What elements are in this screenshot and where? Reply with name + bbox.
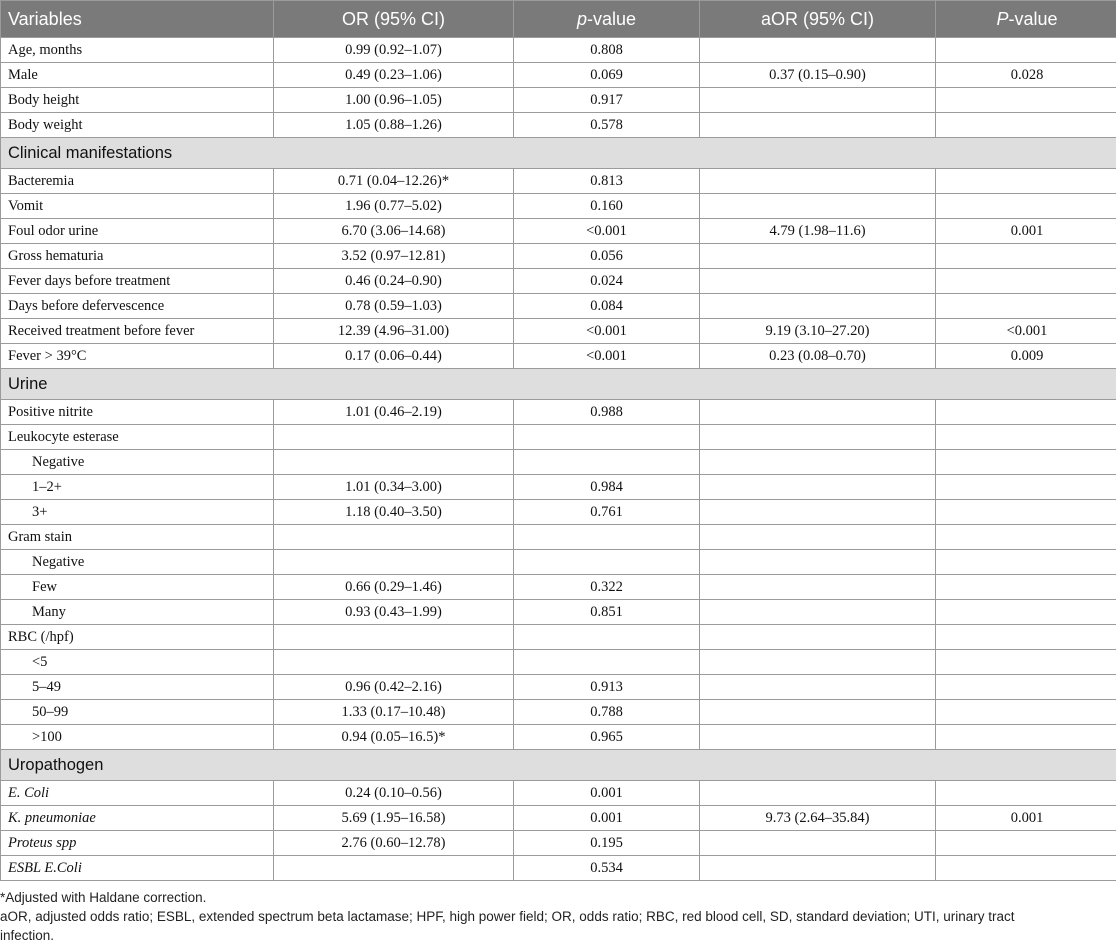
variable-label: K. pneumoniae	[1, 806, 274, 831]
p-value-cell: 0.084	[514, 294, 700, 319]
adjusted-p-value-cell: 0.009	[936, 344, 1116, 369]
or-cell	[274, 650, 514, 675]
table-row	[1, 194, 1116, 219]
footnote: *Adjusted with Haldane correction.	[0, 888, 1116, 907]
variable-label: 3+	[1, 500, 274, 525]
p-value-cell: <0.001	[514, 344, 700, 369]
aor-cell	[700, 425, 936, 450]
table-row	[1, 169, 1116, 194]
table-row	[1, 344, 1116, 369]
p-value-cell: 0.808	[514, 38, 700, 63]
table-row	[1, 244, 1116, 269]
adjusted-p-value-cell: 0.001	[936, 806, 1116, 831]
variable-label: 1–2+	[1, 475, 274, 500]
p-value-cell: 0.534	[514, 856, 700, 881]
or-cell	[274, 550, 514, 575]
variable-label: >100	[1, 725, 274, 750]
or-cell: 0.94 (0.05–16.5)*	[274, 725, 514, 750]
table-row	[1, 600, 1116, 625]
aor-cell: 4.79 (1.98–11.6)	[700, 219, 936, 244]
adjusted-p-value-cell: 0.001	[936, 219, 1116, 244]
table-row	[1, 425, 1116, 450]
variable-label: Received treatment before fever	[1, 319, 274, 344]
footnotes	[0, 888, 1116, 945]
aor-cell	[700, 38, 936, 63]
variable-label: Negative	[1, 450, 274, 475]
header-variables: Variables	[1, 1, 274, 38]
or-cell: 0.17 (0.06–0.44)	[274, 344, 514, 369]
header-p-suffix: -value	[587, 9, 636, 29]
or-cell: 2.76 (0.60–12.78)	[274, 831, 514, 856]
table-row	[1, 856, 1116, 881]
footnote: aOR, adjusted odds ratio; ESBL, extended spectrum beta lactamase; HPF, high power field; OR, odds ratio; RBC, red blood cell, SD, standard deviation; UTI, urinary tract	[0, 907, 1116, 926]
aor-cell	[700, 400, 936, 425]
p-value-cell: 0.851	[514, 600, 700, 625]
adjusted-p-value-cell	[936, 500, 1116, 525]
or-cell	[274, 525, 514, 550]
table-row	[1, 781, 1116, 806]
p-value-cell: 0.984	[514, 475, 700, 500]
table-row	[1, 550, 1116, 575]
or-cell: 1.33 (0.17–10.48)	[274, 700, 514, 725]
variable-label: Body height	[1, 88, 274, 113]
aor-cell	[700, 575, 936, 600]
section-title: Clinical manifestations	[1, 138, 1116, 169]
variable-label: 5–49	[1, 675, 274, 700]
adjusted-p-value-cell	[936, 88, 1116, 113]
variable-label: Proteus spp	[1, 831, 274, 856]
or-cell: 0.24 (0.10–0.56)	[274, 781, 514, 806]
p-value-cell: 0.069	[514, 63, 700, 88]
section-header-row	[1, 369, 1116, 400]
aor-cell: 0.37 (0.15–0.90)	[700, 63, 936, 88]
p-value-cell: 0.056	[514, 244, 700, 269]
variable-label: Male	[1, 63, 274, 88]
table-row	[1, 525, 1116, 550]
aor-cell	[700, 650, 936, 675]
p-value-cell: 0.195	[514, 831, 700, 856]
header-ap-suffix: -value	[1008, 9, 1057, 29]
table-header-row	[1, 1, 1116, 38]
or-cell: 5.69 (1.95–16.58)	[274, 806, 514, 831]
or-cell: 6.70 (3.06–14.68)	[274, 219, 514, 244]
adjusted-p-value-cell	[936, 269, 1116, 294]
variable-label: Gram stain	[1, 525, 274, 550]
p-value-cell	[514, 425, 700, 450]
or-cell: 1.01 (0.34–3.00)	[274, 475, 514, 500]
variable-label: Age, months	[1, 38, 274, 63]
adjusted-p-value-cell	[936, 550, 1116, 575]
variable-label: ESBL E.Coli	[1, 856, 274, 881]
adjusted-p-value-cell	[936, 194, 1116, 219]
variable-label: Body weight	[1, 113, 274, 138]
or-cell: 3.52 (0.97–12.81)	[274, 244, 514, 269]
p-value-cell: 0.322	[514, 575, 700, 600]
or-cell: 0.66 (0.29–1.46)	[274, 575, 514, 600]
adjusted-p-value-cell	[936, 856, 1116, 881]
aor-cell	[700, 475, 936, 500]
p-value-cell: 0.788	[514, 700, 700, 725]
table-row	[1, 113, 1116, 138]
header-adjusted-p-value	[936, 1, 1116, 38]
p-value-cell: 0.001	[514, 781, 700, 806]
p-value-cell: 0.917	[514, 88, 700, 113]
table-row	[1, 219, 1116, 244]
table-row	[1, 625, 1116, 650]
p-value-cell: 0.001	[514, 806, 700, 831]
adjusted-p-value-cell	[936, 400, 1116, 425]
aor-cell	[700, 169, 936, 194]
variable-label: 50–99	[1, 700, 274, 725]
or-cell: 0.71 (0.04–12.26)*	[274, 169, 514, 194]
variable-label: Many	[1, 600, 274, 625]
section-header-row	[1, 750, 1116, 781]
aor-cell	[700, 525, 936, 550]
or-cell: 1.18 (0.40–3.50)	[274, 500, 514, 525]
p-value-cell: <0.001	[514, 219, 700, 244]
p-value-cell: 0.813	[514, 169, 700, 194]
p-value-cell	[514, 625, 700, 650]
variable-label: Foul odor urine	[1, 219, 274, 244]
variable-label: Few	[1, 575, 274, 600]
adjusted-p-value-cell	[936, 831, 1116, 856]
aor-cell: 9.73 (2.64–35.84)	[700, 806, 936, 831]
adjusted-p-value-cell	[936, 525, 1116, 550]
adjusted-p-value-cell	[936, 575, 1116, 600]
adjusted-p-value-cell	[936, 650, 1116, 675]
aor-cell	[700, 269, 936, 294]
aor-cell	[700, 725, 936, 750]
p-value-cell: 0.965	[514, 725, 700, 750]
aor-cell	[700, 450, 936, 475]
table-row	[1, 475, 1116, 500]
variable-label: Gross hematuria	[1, 244, 274, 269]
footnote: infection.	[0, 926, 1116, 945]
variable-label: Fever days before treatment	[1, 269, 274, 294]
table-row	[1, 450, 1116, 475]
p-value-cell	[514, 525, 700, 550]
or-cell: 0.49 (0.23–1.06)	[274, 63, 514, 88]
variable-label: Vomit	[1, 194, 274, 219]
adjusted-p-value-cell	[936, 113, 1116, 138]
aor-cell: 0.23 (0.08–0.70)	[700, 344, 936, 369]
header-ap-prefix: P	[996, 9, 1008, 29]
adjusted-p-value-cell: <0.001	[936, 319, 1116, 344]
aor-cell	[700, 700, 936, 725]
or-cell: 0.96 (0.42–2.16)	[274, 675, 514, 700]
or-cell: 1.01 (0.46–2.19)	[274, 400, 514, 425]
table-row	[1, 575, 1116, 600]
table-row	[1, 319, 1116, 344]
adjusted-p-value-cell	[936, 425, 1116, 450]
adjusted-p-value-cell	[936, 600, 1116, 625]
variable-label: Fever > 39°C	[1, 344, 274, 369]
or-cell	[274, 450, 514, 475]
or-cell	[274, 425, 514, 450]
adjusted-p-value-cell: 0.028	[936, 63, 1116, 88]
aor-cell	[700, 500, 936, 525]
section-title: Urine	[1, 369, 1116, 400]
adjusted-p-value-cell	[936, 725, 1116, 750]
aor-cell	[700, 88, 936, 113]
adjusted-p-value-cell	[936, 450, 1116, 475]
adjusted-p-value-cell	[936, 700, 1116, 725]
or-cell: 12.39 (4.96–31.00)	[274, 319, 514, 344]
aor-cell	[700, 625, 936, 650]
p-value-cell: 0.024	[514, 269, 700, 294]
aor-cell	[700, 113, 936, 138]
p-value-cell	[514, 550, 700, 575]
adjusted-p-value-cell	[936, 781, 1116, 806]
or-cell	[274, 625, 514, 650]
variable-label: Bacteremia	[1, 169, 274, 194]
p-value-cell	[514, 650, 700, 675]
aor-cell	[700, 675, 936, 700]
variable-label: RBC (/hpf)	[1, 625, 274, 650]
table-row	[1, 294, 1116, 319]
table-row	[1, 700, 1116, 725]
aor-cell	[700, 781, 936, 806]
table-row	[1, 831, 1116, 856]
variable-label: Positive nitrite	[1, 400, 274, 425]
table-row	[1, 63, 1116, 88]
or-cell: 0.99 (0.92–1.07)	[274, 38, 514, 63]
adjusted-p-value-cell	[936, 294, 1116, 319]
aor-cell	[700, 831, 936, 856]
p-value-cell: 0.988	[514, 400, 700, 425]
aor-cell	[700, 600, 936, 625]
adjusted-p-value-cell	[936, 625, 1116, 650]
table-row	[1, 500, 1116, 525]
adjusted-p-value-cell	[936, 169, 1116, 194]
table-row	[1, 675, 1116, 700]
table-row	[1, 38, 1116, 63]
or-cell: 0.46 (0.24–0.90)	[274, 269, 514, 294]
table-row	[1, 806, 1116, 831]
header-p-prefix: p	[577, 9, 587, 29]
table-row	[1, 269, 1116, 294]
or-cell	[274, 856, 514, 881]
or-cell: 1.96 (0.77–5.02)	[274, 194, 514, 219]
header-or: OR (95% CI)	[274, 1, 514, 38]
p-value-cell: 0.913	[514, 675, 700, 700]
section-header-row	[1, 138, 1116, 169]
header-aor: aOR (95% CI)	[700, 1, 936, 38]
aor-cell	[700, 550, 936, 575]
adjusted-p-value-cell	[936, 675, 1116, 700]
p-value-cell: <0.001	[514, 319, 700, 344]
aor-cell	[700, 294, 936, 319]
header-p-value	[514, 1, 700, 38]
table-row	[1, 650, 1116, 675]
or-cell: 0.78 (0.59–1.03)	[274, 294, 514, 319]
p-value-cell: 0.761	[514, 500, 700, 525]
or-cell: 1.00 (0.96–1.05)	[274, 88, 514, 113]
or-cell: 1.05 (0.88–1.26)	[274, 113, 514, 138]
or-cell: 0.93 (0.43–1.99)	[274, 600, 514, 625]
table-row	[1, 400, 1116, 425]
adjusted-p-value-cell	[936, 475, 1116, 500]
adjusted-p-value-cell	[936, 244, 1116, 269]
variable-label: <5	[1, 650, 274, 675]
adjusted-p-value-cell	[936, 38, 1116, 63]
aor-cell	[700, 194, 936, 219]
table-row	[1, 88, 1116, 113]
aor-cell	[700, 856, 936, 881]
variable-label: Leukocyte esterase	[1, 425, 274, 450]
p-value-cell	[514, 450, 700, 475]
section-title: Uropathogen	[1, 750, 1116, 781]
p-value-cell: 0.578	[514, 113, 700, 138]
variable-label: Negative	[1, 550, 274, 575]
aor-cell: 9.19 (3.10–27.20)	[700, 319, 936, 344]
p-value-cell: 0.160	[514, 194, 700, 219]
variable-label: E. Coli	[1, 781, 274, 806]
aor-cell	[700, 244, 936, 269]
table-row	[1, 725, 1116, 750]
variable-label: Days before defervescence	[1, 294, 274, 319]
